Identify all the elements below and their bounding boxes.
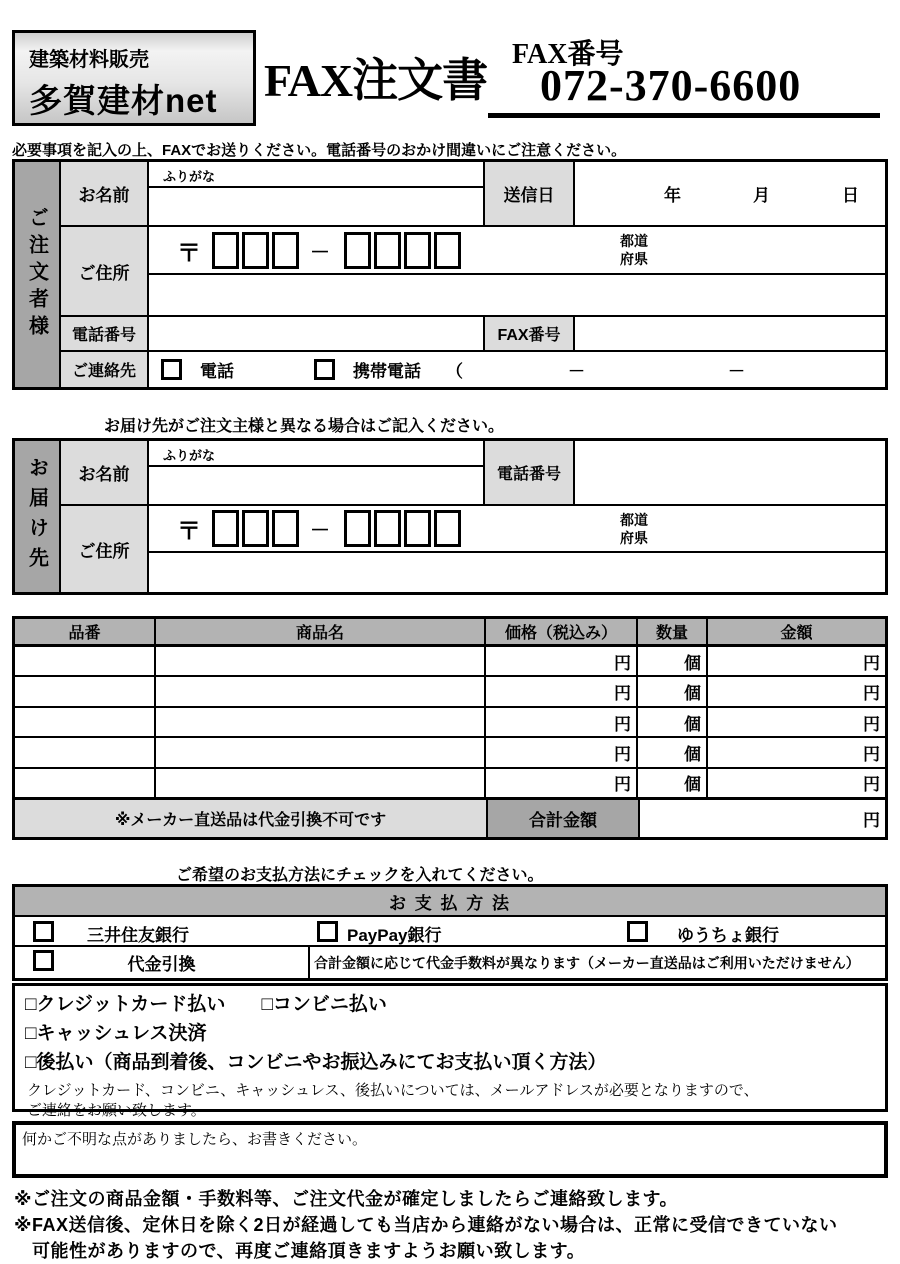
item-row (15, 769, 885, 797)
send-date-label: 送信日 (485, 162, 575, 225)
item-amount-cell[interactable] (708, 647, 885, 675)
item-price-cell[interactable] (486, 677, 638, 705)
bank-label-paypay: PayPay銀行 (347, 926, 442, 945)
day-unit-label: 日 (842, 186, 859, 205)
item-row (15, 738, 885, 768)
col-header-name: 商品名 (156, 619, 486, 644)
item-price-cell[interactable] (486, 738, 638, 766)
delivery-phone-label: 電話番号 (485, 441, 575, 504)
postal-dash: － (310, 520, 330, 542)
send-date-input-area[interactable] (575, 162, 885, 225)
fax-number-underline (488, 113, 880, 118)
item-name-cell[interactable] (156, 708, 486, 736)
orderer-fax-label: FAX番号 (485, 317, 575, 350)
delivery-section-header (15, 441, 61, 592)
postal-digit-box[interactable] (434, 510, 461, 547)
orderer-phone-input-area[interactable] (149, 317, 485, 350)
postal-digit-box[interactable] (272, 510, 299, 547)
delivery-address-input-area[interactable] (149, 553, 885, 592)
orderer-fax-input-area[interactable] (575, 317, 885, 350)
item-row (15, 708, 885, 738)
contact-mobile-label: 携帯電話 (353, 362, 421, 381)
footer-note-1: ※ご注文の商品金額・手数料等、ご注文代金が確定しましたらご連絡致します。 (14, 1189, 679, 1209)
total-amount-cell[interactable] (640, 800, 885, 837)
col-header-amount: 金額 (780, 625, 813, 642)
cod-note: 合計金額に応じて代金手数料が異なります（メーカー直送品はご利用いただけません） (314, 954, 860, 971)
item-row (15, 677, 885, 707)
piece-unit: 個 (684, 684, 701, 704)
postal-digit-box[interactable] (434, 232, 461, 269)
contact-phone-checkbox[interactable] (161, 359, 182, 380)
item-code-cell[interactable] (15, 738, 156, 766)
postal-mark: 〒 (177, 518, 201, 545)
item-amount-cell[interactable] (708, 708, 885, 736)
company-category: 建築材料販売 (29, 49, 149, 71)
postal-digit-box[interactable] (344, 232, 371, 269)
item-name-cell[interactable] (156, 677, 486, 705)
yen-unit: 円 (863, 775, 880, 795)
payment-header: お 支 払 方 法 (15, 887, 885, 917)
bank-checkbox-smbc[interactable] (33, 921, 54, 942)
item-name-cell[interactable] (156, 738, 486, 766)
email-note-line2: ご連絡をお願い致します。 (27, 1102, 206, 1119)
orderer-furigana-label: ふりがな (149, 162, 483, 188)
items-table (12, 616, 888, 840)
prefecture-line1: 都道 (620, 511, 648, 528)
comments-input-area[interactable] (12, 1121, 888, 1178)
items-header-row (15, 619, 885, 647)
delivery-name-input-area[interactable] (149, 467, 483, 504)
yen-unit: 円 (863, 744, 880, 764)
item-row (15, 647, 885, 677)
piece-unit: 個 (684, 653, 701, 673)
bank-label-smbc: 三井住友銀行 (87, 926, 189, 945)
delivery-furigana-label: ふりがな (149, 441, 483, 467)
orderer-section-header (15, 162, 61, 387)
item-code-cell[interactable] (15, 677, 156, 705)
delivery-table (12, 438, 888, 595)
item-qty-cell[interactable] (638, 769, 708, 797)
orderer-address-label: ご住所 (61, 227, 149, 315)
item-qty-cell[interactable] (638, 708, 708, 736)
prefecture-line1: 都道 (620, 232, 648, 249)
item-qty-cell[interactable] (638, 738, 708, 766)
contact-method-label: ご連絡先 (61, 352, 149, 387)
bank-checkbox-yucho[interactable] (627, 921, 648, 942)
yen-unit: 円 (614, 653, 631, 673)
delivery-phone-input-area[interactable] (575, 441, 885, 504)
cashless-option[interactable]: □キャッシュレス決済 (25, 1022, 207, 1044)
item-price-cell[interactable] (486, 708, 638, 736)
prefecture-label (620, 232, 648, 268)
item-name-cell[interactable] (156, 647, 486, 675)
credit-card-option[interactable]: □クレジットカード払い (25, 994, 226, 1015)
postal-mark: 〒 (177, 239, 201, 267)
footer-note-2-line2: 可能性がありますので、再度ご連絡頂きますようお願い致します。 (32, 1241, 586, 1261)
postal-digit-box[interactable] (344, 510, 371, 547)
bank-label-yucho: ゆうちょ銀行 (677, 926, 779, 945)
postal-digit-box[interactable] (212, 510, 239, 547)
delivery-note: お届け先がご注文主様と異なる場合はご記入ください。 (104, 418, 505, 435)
orderer-postal-row (149, 227, 885, 275)
orderer-address-input-area[interactable] (149, 275, 885, 315)
page-title: FAX注文書 (264, 55, 488, 106)
bank-checkbox-paypay[interactable] (317, 921, 338, 942)
phone-dash: － (568, 362, 585, 381)
item-qty-cell[interactable] (638, 647, 708, 675)
other-payment-box (12, 983, 888, 1119)
comments-prompt: 何かご不明な点がありましたら、お書きください。 (22, 1132, 368, 1148)
col-header-qty: 数量 (638, 619, 708, 644)
items-footer-row (15, 797, 885, 837)
orderer-name-label: お名前 (61, 162, 149, 225)
item-code-cell[interactable] (15, 647, 156, 675)
item-name-cell[interactable] (156, 769, 486, 797)
yen-unit: 円 (863, 684, 880, 704)
postal-digit-box[interactable] (374, 510, 401, 547)
year-unit-label: 年 (664, 186, 681, 205)
delivery-section-label: お届け先 (25, 456, 48, 577)
footer-note-2-line1: ※FAX送信後、定休日を除く2日が経過しても当店から連絡がない場合は、正常に受信できていない (14, 1215, 838, 1235)
deferred-payment-option[interactable]: □後払い（商品到着後、コンビニやお振込みにてお支払い頂く方法） (25, 1051, 607, 1073)
postal-digit-box[interactable] (404, 510, 431, 547)
item-code-cell[interactable] (15, 769, 156, 797)
orderer-section-label: ご注文者様 (25, 207, 48, 342)
item-price-cell[interactable] (486, 647, 638, 675)
company-logo (12, 30, 256, 126)
open-paren: （ (446, 362, 463, 381)
item-amount-cell[interactable] (708, 738, 885, 766)
postal-digit-box[interactable] (212, 232, 239, 269)
piece-unit: 個 (684, 714, 701, 734)
item-amount-cell[interactable] (708, 769, 885, 797)
payment-table (12, 884, 888, 981)
piece-unit: 個 (684, 744, 701, 764)
yen-unit: 円 (863, 653, 880, 673)
cod-row (15, 947, 885, 978)
orderer-name-input-area[interactable] (149, 188, 483, 225)
col-header-price: 価格（税込み） (486, 619, 638, 644)
orderer-phone-label: 電話番号 (61, 317, 149, 350)
cod-label: 代金引換 (127, 955, 196, 974)
company-name: 多賀建材net (29, 82, 218, 119)
bank-options-row (15, 917, 885, 947)
postal-digit-box[interactable] (374, 232, 401, 269)
prefecture-line2: 府県 (620, 529, 648, 546)
postal-digit-box[interactable] (272, 232, 299, 269)
yen-unit: 円 (614, 684, 631, 704)
yen-unit: 円 (863, 811, 880, 831)
convenience-store-option[interactable]: □コンビニ払い (261, 994, 387, 1015)
email-required-note (25, 1081, 875, 1122)
yen-unit: 円 (863, 714, 880, 734)
total-label: 合計金額 (488, 800, 640, 837)
item-code-cell[interactable] (15, 708, 156, 736)
postal-dash: － (310, 241, 330, 264)
form-instruction: 必要事項を記入の上、FAXでお送りください。電話番号のおかけ間違いにご注意ください。 (12, 142, 627, 159)
prefecture-line2: 府県 (620, 251, 648, 267)
yen-unit: 円 (614, 744, 631, 764)
payment-instruction: ご希望のお支払方法にチェックを入れてください。 (176, 867, 544, 884)
item-qty-cell[interactable] (638, 677, 708, 705)
postal-digit-box[interactable] (242, 232, 269, 269)
month-unit-label: 月 (753, 186, 770, 205)
orderer-table (12, 159, 888, 390)
col-header-code: 品番 (15, 619, 156, 644)
cod-cell (15, 947, 310, 978)
yen-unit: 円 (614, 775, 631, 795)
item-amount-cell[interactable] (708, 677, 885, 705)
piece-unit: 個 (684, 775, 701, 795)
fax-number-label: FAX番号 (512, 39, 624, 70)
postal-digit-box[interactable] (242, 510, 269, 547)
delivery-address-label: ご住所 (61, 506, 149, 592)
direct-ship-note: ※メーカー直送品は代金引換不可です (15, 800, 488, 837)
prefecture-label (620, 510, 648, 546)
contact-phone-label: 電話 (200, 362, 234, 381)
phone-dash: － (728, 362, 745, 381)
email-note-line1: クレジットカード、コンビニ、キャッシュレス、後払いについては、メールアドレスが必要となりますので、 (27, 1082, 759, 1099)
delivery-name-label: お名前 (61, 441, 149, 504)
cod-checkbox[interactable] (33, 950, 54, 971)
yen-unit: 円 (614, 714, 631, 734)
fax-number: 072-370-6600 (540, 61, 802, 110)
delivery-postal-row (149, 506, 885, 553)
item-price-cell[interactable] (486, 769, 638, 797)
contact-method-area (149, 352, 885, 387)
contact-mobile-checkbox[interactable] (314, 359, 335, 380)
postal-digit-box[interactable] (404, 232, 431, 269)
